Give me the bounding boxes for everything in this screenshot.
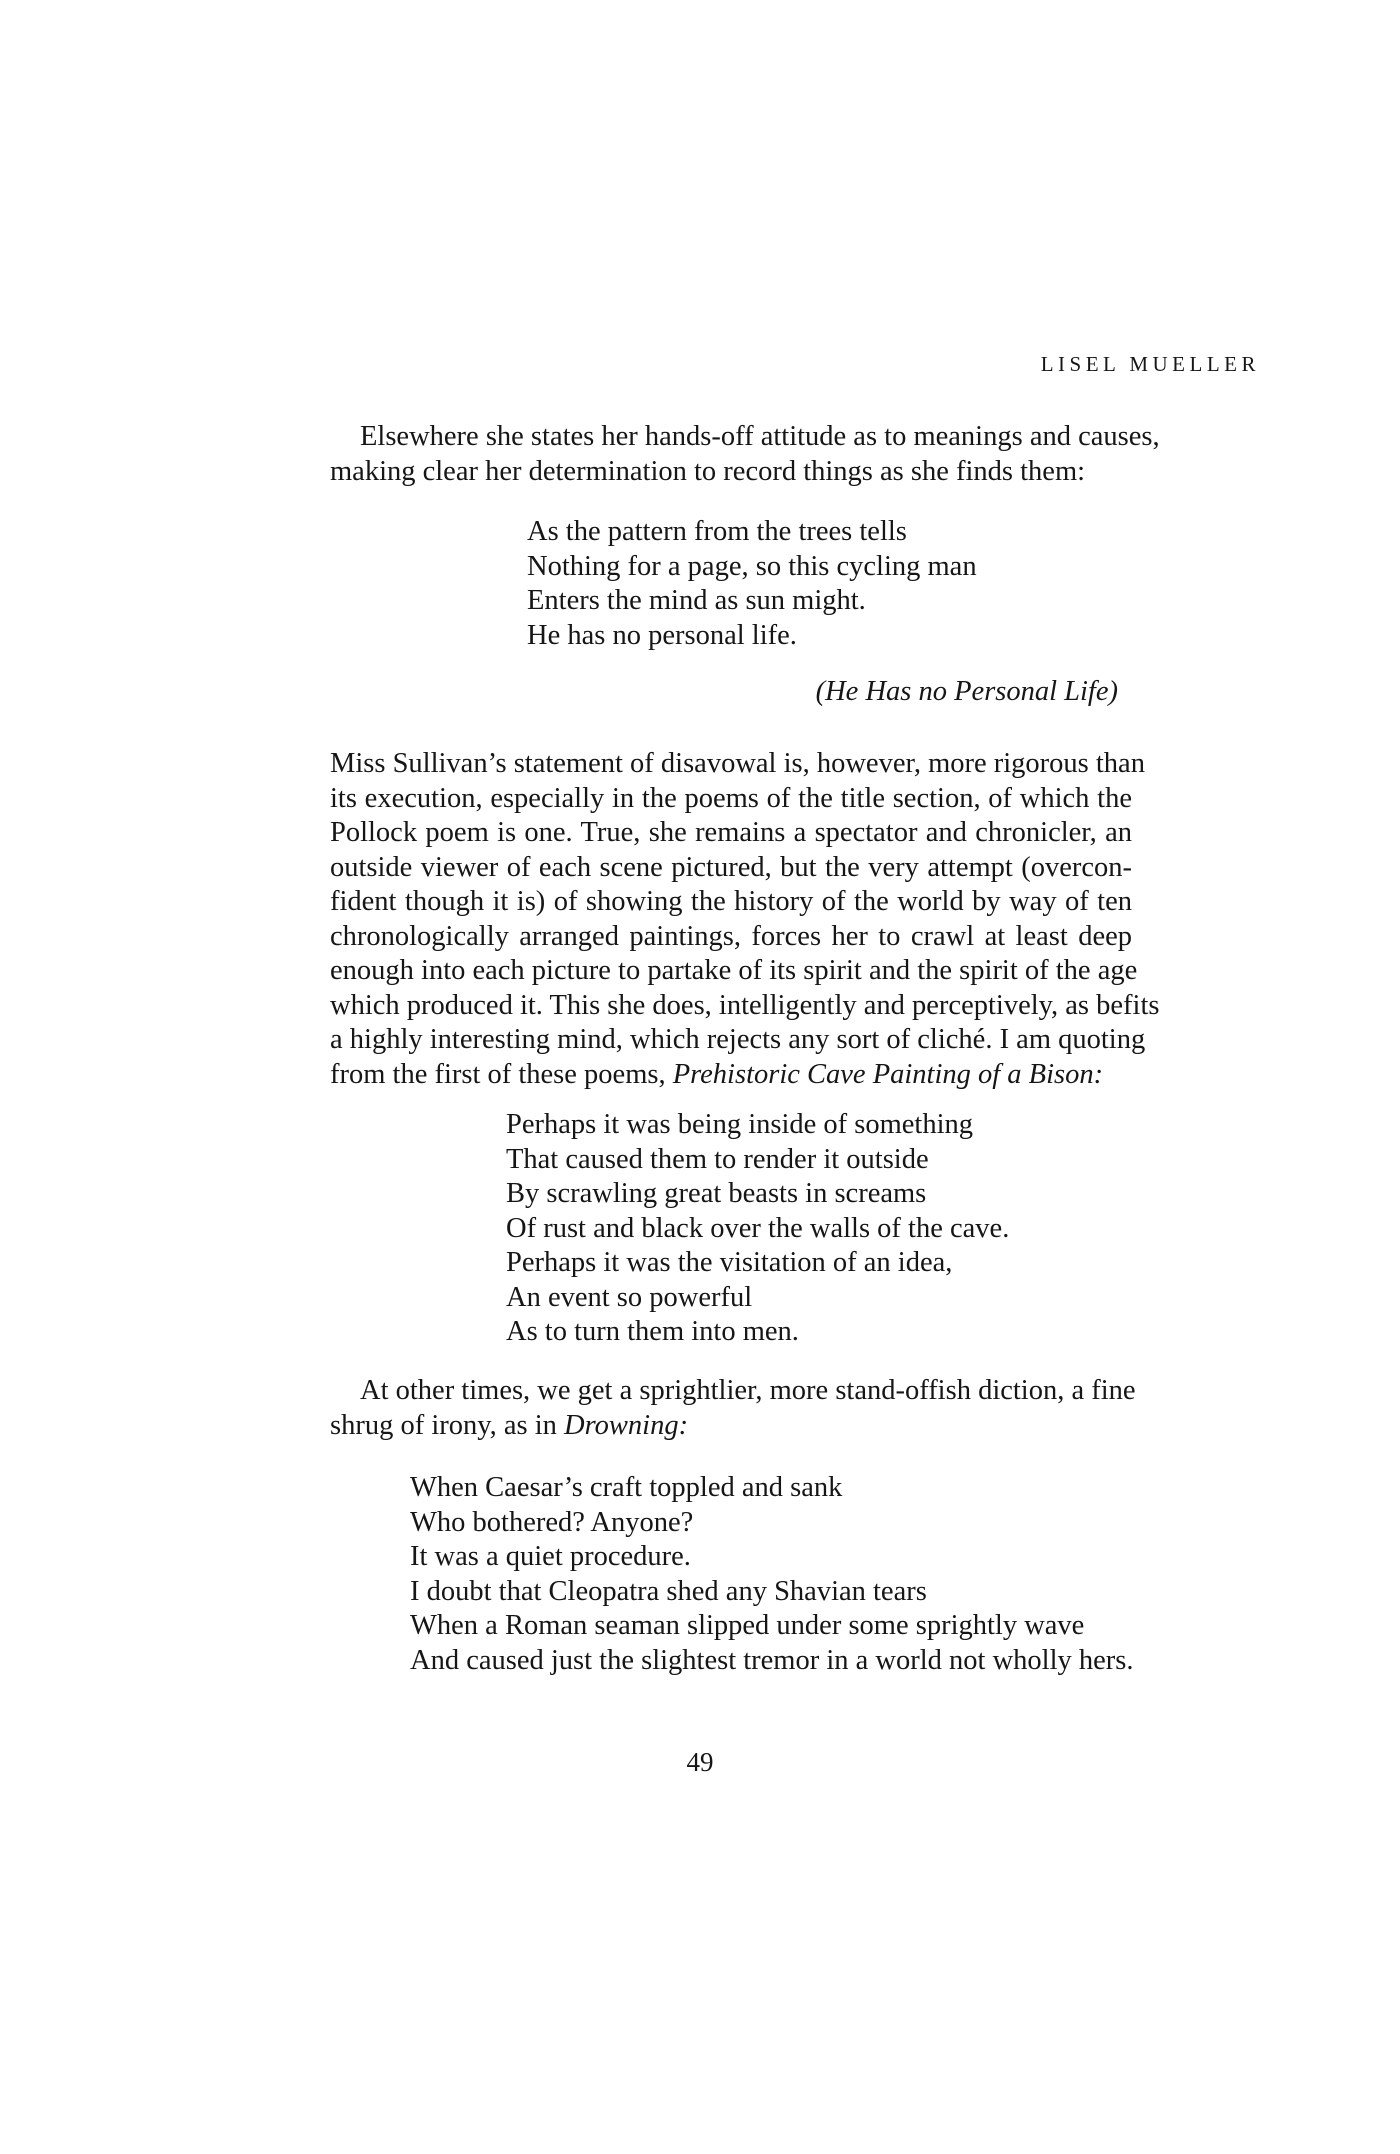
paragraph-line	[330, 1409, 1132, 1444]
paragraph-line: Miss Sullivan’s statement of disavowal is, however, more rigorous than	[330, 748, 1145, 779]
verse-line: Perhaps it was being inside of something	[506, 1109, 974, 1140]
verse-line: Nothing for a page, so this cycling man	[527, 550, 977, 582]
paragraph-disavowal	[330, 747, 1160, 1092]
quoted-verse-cave-painting	[506, 1108, 1009, 1350]
paragraph-line: enough into each picture to partake of its spirit and the spirit of the age	[330, 955, 1138, 986]
paragraph-line	[330, 1058, 1132, 1093]
verse-line: He has no personal life.	[527, 619, 797, 651]
paragraph-irony	[330, 1374, 1136, 1443]
quoted-verse-drowning	[410, 1471, 1133, 1678]
paragraph-line: Elsewhere she states her hands-off attitude as to meanings and causes,	[360, 421, 1160, 452]
verse-line: By scrawling great beasts in screams	[506, 1178, 927, 1209]
paragraph-line: a highly interesting mind, which rejects any sort of cliché. I am quoting	[330, 1024, 1146, 1055]
verse-line: That caused them to render it outside	[506, 1143, 929, 1175]
line-text: from the first of these poems,	[330, 1058, 673, 1090]
verse-citation: (He Has no Personal Life)	[815, 676, 1118, 707]
paragraph-line: chronologically arranged paintings, forces her to crawl at least deep	[330, 920, 1132, 952]
running-header: LISEL MUELLER	[1040, 352, 1260, 376]
verse-line: As the pattern from the trees tells	[527, 516, 907, 547]
verse-line: I doubt that Cleopatra shed any Shavian tears	[410, 1575, 927, 1607]
verse-line: Enters the mind as sun might.	[527, 585, 866, 616]
paragraph-intro	[330, 420, 1160, 489]
verse-line: Perhaps it was the visitation of an idea,	[506, 1247, 953, 1278]
quoted-verse-cycling-man	[527, 515, 977, 653]
paragraph-line: outside viewer of each scene pictured, but the very attempt (overcon-	[330, 851, 1132, 883]
verse-line: When Caesar’s craft toppled and sank	[410, 1472, 843, 1503]
page-number: 49	[686, 1747, 714, 1777]
verse-line: It was a quiet procedure.	[410, 1541, 691, 1572]
verse-line: When a Roman seaman slipped under some sprightly wave	[410, 1610, 1085, 1641]
poem-title: Prehistoric Cave Painting of a Bison:	[672, 1058, 1104, 1090]
paragraph-line: fident though it is) of showing the history of the world by way of ten	[330, 886, 1132, 917]
verse-line: And caused just the slightest tremor in a world not wholly hers.	[410, 1644, 1134, 1676]
paragraph-line: Pollock poem is one. True, she remains a spectator and chronicler, an	[330, 817, 1132, 848]
paragraph-line: which produced it. This she does, intelligently and perceptively, as befits	[330, 989, 1160, 1021]
verse-line: As to turn them into men.	[506, 1316, 799, 1347]
verse-line: Of rust and black over the walls of the cave.	[506, 1212, 1010, 1244]
line-text: shrug of irony, as in	[330, 1409, 565, 1441]
verse-line: Who bothered? Anyone?	[410, 1506, 694, 1538]
paragraph-line: its execution, especially in the poems of the title section, of which the	[330, 782, 1132, 814]
verse-line: An event so powerful	[506, 1281, 753, 1313]
paragraph-line: making clear her determination to record things as she finds them:	[330, 455, 1086, 487]
poem-title: Drowning:	[564, 1409, 689, 1441]
paragraph-line: At other times, we get a sprightlier, more stand-offish diction, a fine	[360, 1375, 1136, 1406]
